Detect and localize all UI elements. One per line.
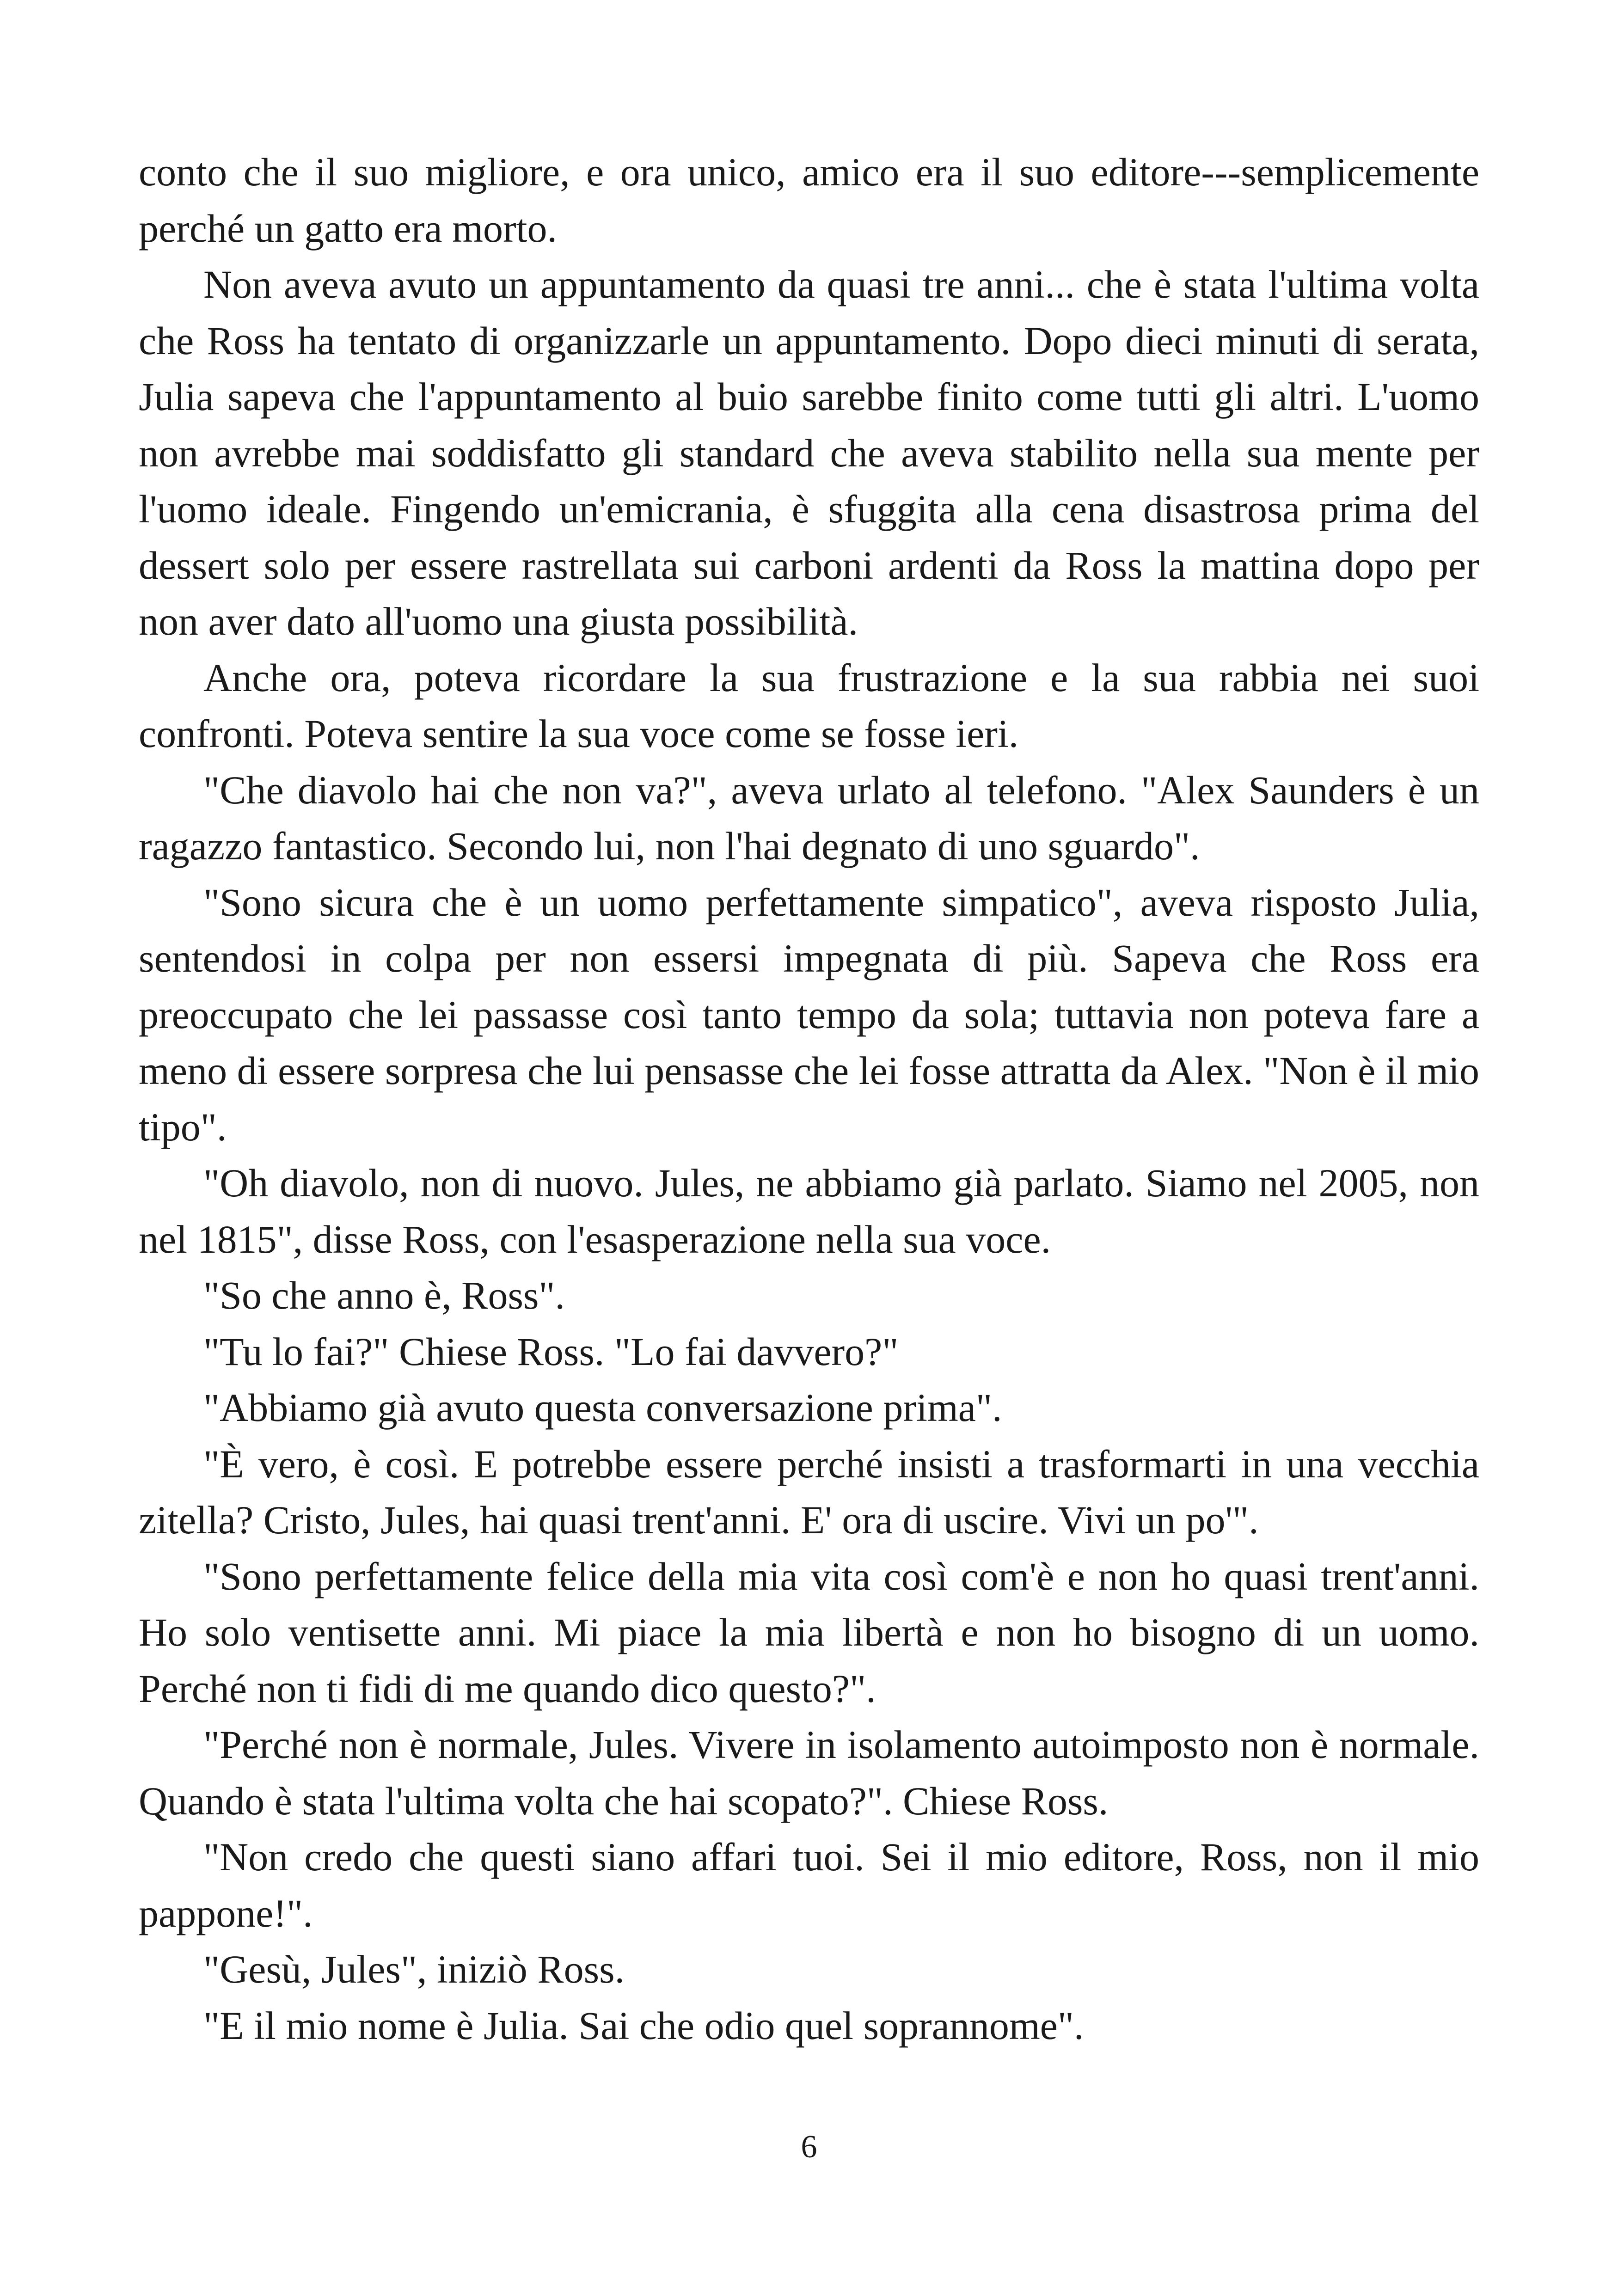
- page-body: [139, 144, 1479, 2054]
- paragraph: conto che il suo migliore, e ora unico, amico era il suo editore---semplicemente perché un gatto era morto.: [139, 150, 1479, 251]
- paragraph: "Perché non è normale, Jules. Vivere in isolamento autoimposto non è normale. Quando è stata l'ultima volta che hai scopato?". Chiese Ross.: [139, 1722, 1479, 1823]
- paragraph: "Gesù, Jules", iniziò Ross.: [203, 1947, 625, 1991]
- paragraph: "È vero, è così. E potrebbe essere perché insisti a trasformarti in una vecchia zitella? Cristo, Jules, hai quasi trent'anni. E' ora di uscire. Vivi un po'".: [139, 1441, 1479, 1542]
- paragraph: Non aveva avuto un appuntamento da quasi tre anni... che è stata l'ultima volta che Ross ha tentato di organizzarle un appuntamento. Dopo dieci minuti di serata, Julia sapeva che l'appuntamento al buio sarebbe finito come tutti gli altri. L'uomo non avrebbe mai soddisfatto gli standard che aveva stabilito nella sua mente per l'uomo ideale. Fingendo un'emicrania, è sfuggita alla cena disastrosa prima del dessert solo per essere rastrellata sui carboni ardenti da Ross la mattina dopo per non aver dato all'uomo una giusta possibilità.: [139, 262, 1479, 643]
- paragraph: "Non credo che questi siano affari tuoi. Sei il mio editore, Ross, non il mio pappone!".: [139, 1835, 1479, 1935]
- paragraph: "E il mio nome è Julia. Sai che odio quel soprannome".: [203, 2003, 1084, 2048]
- page-number: 6: [801, 2129, 817, 2165]
- paragraph: Anche ora, poteva ricordare la sua frustrazione e la sua rabbia nei suoi confronti. Poteva sentire la sua voce come se fosse ieri.: [139, 655, 1479, 756]
- paragraph: "Tu lo fai?" Chiese Ross. "Lo fai davvero?": [203, 1329, 899, 1374]
- paragraph: "Che diavolo hai che non va?", aveva urlato al telefono. "Alex Saunders è un ragazzo fantastico. Secondo lui, non l'hai degnato di uno sguardo".: [139, 767, 1479, 868]
- paragraph: "So che anno è, Ross".: [203, 1273, 565, 1317]
- paragraph: "Oh diavolo, non di nuovo. Jules, ne abbiamo già parlato. Siamo nel 2005, non nel 1815", disse Ross, con l'esasperazione nella sua voce.: [139, 1161, 1479, 1261]
- paragraph: "Sono sicura che è un uomo perfettamente simpatico", aveva risposto Julia, sentendosi in colpa per non essersi impegnata di più. Sapeva che Ross era preoccupato che lei passasse così tanto tempo da sola; tuttavia non poteva fare a meno di essere sorpresa che lui pensasse che lei fosse attratta da Alex. "Non è il mio tipo".: [139, 880, 1479, 1149]
- paragraph: "Sono perfettamente felice della mia vita così com'è e non ho quasi trent'anni. Ho solo ventisette anni. Mi piace la mia libertà e non ho bisogno di un uomo. Perché non ti fidi di me quando dico questo?".: [139, 1554, 1479, 1711]
- paragraph: "Abbiamo già avuto questa conversazione prima".: [203, 1385, 1002, 1430]
